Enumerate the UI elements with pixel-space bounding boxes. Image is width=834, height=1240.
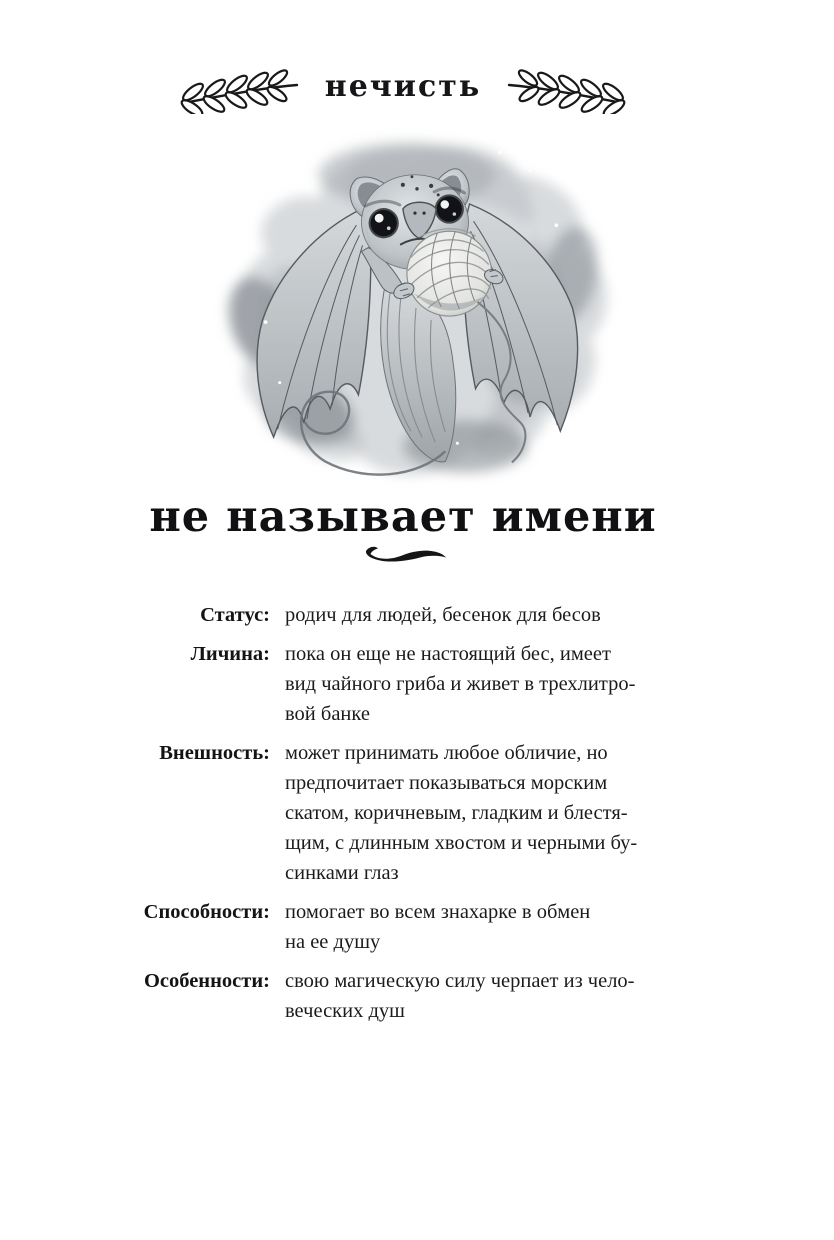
info-row-guise [110, 639, 670, 729]
definition-line: вид чайного гриба и живет в трехлитро- [285, 673, 636, 695]
definition-line: на ее душу [285, 931, 381, 953]
definition [285, 966, 655, 1026]
definition-line: синками глаз [285, 862, 399, 884]
definition-line: родич для людей, бесенок для бесов [285, 604, 601, 626]
definition-line: пока он еще не настоящий бес, имеет [285, 643, 611, 665]
definition-line: щим, с длинным хвостом и черными бу- [285, 832, 638, 854]
section-header: нечисть [324, 68, 482, 104]
term-label: Способности: [143, 901, 270, 923]
definition [285, 738, 655, 888]
info-list [110, 600, 670, 1035]
term-label: Внешность: [159, 742, 270, 764]
definition [285, 600, 655, 630]
laurel-branch-left-icon [179, 58, 301, 114]
info-row-peculiarities [110, 966, 670, 1026]
running-head [0, 56, 820, 116]
info-row-appearance [110, 738, 670, 888]
definition-line: вой банке [285, 703, 370, 725]
definition [285, 639, 655, 729]
definition-line: предпочитает показываться морским [285, 772, 608, 794]
definition-line: может принимать любое обличие, но [285, 742, 608, 764]
term-label: Статус: [200, 604, 270, 626]
info-row-abilities [110, 897, 670, 957]
definition-line: помогает во всем знахарке в обмен [285, 901, 591, 923]
definition-line: веческих душ [285, 1000, 405, 1022]
definition-line: скатом, коричневым, гладким и блестя- [285, 802, 628, 824]
definition-line: свою магическую силу черпает из чело- [285, 970, 635, 992]
creature-illustration [205, 128, 629, 492]
definition [285, 897, 655, 957]
creature-title: не называет имени [149, 492, 657, 542]
title-flourish-icon [0, 544, 820, 566]
info-row-status [110, 600, 670, 630]
term-label: Особенности: [143, 970, 270, 992]
term-label: Личина: [190, 643, 270, 665]
laurel-branch-right-icon [505, 58, 627, 114]
